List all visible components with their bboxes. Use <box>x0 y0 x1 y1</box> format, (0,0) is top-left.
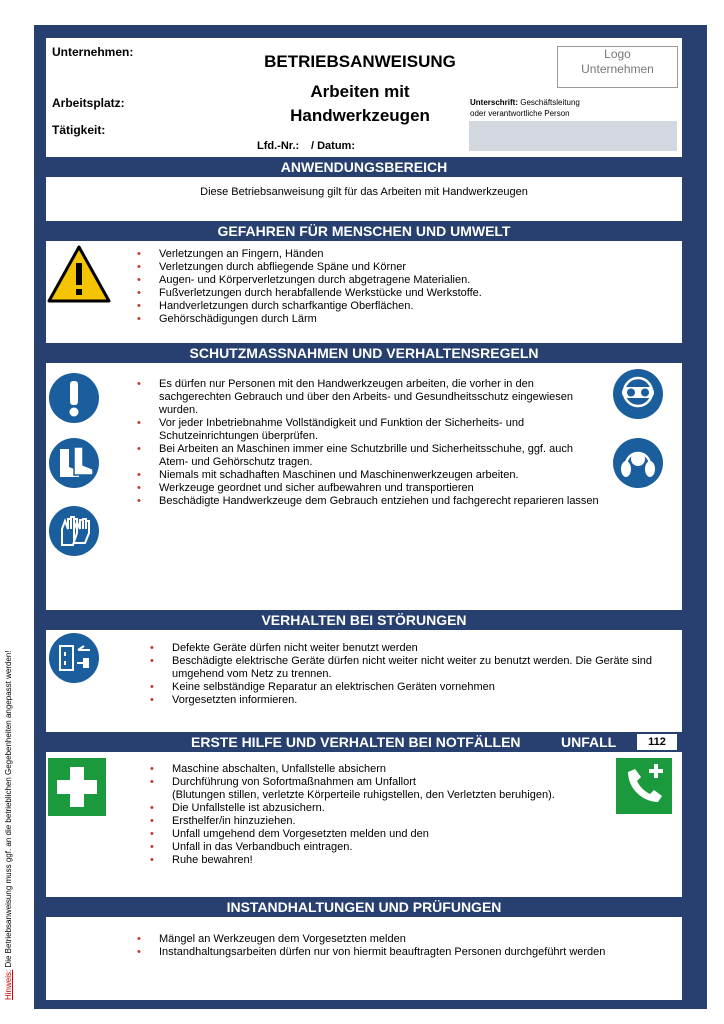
gefahren-header: GEFAHREN FÜR MENSCHEN UND UMWELT <box>46 221 682 241</box>
list-item: • Es dürfen nur Personen mit den Handwerkzeugen arbeiten, die vorher in den sachgerechten Gebrauch und über den Arbeits- und Gesundheitsschutz eingewiesen wurden. <box>159 378 599 417</box>
unterschrift-text1: Geschäftsleitung <box>520 98 580 107</box>
list-item: • Unfall umgehend dem Vorgesetzten melden und den <box>172 828 612 841</box>
datum-label: / Datum: <box>311 140 355 152</box>
ear-protection-icon <box>612 437 664 489</box>
logo-line2: Unternehmen <box>581 62 654 76</box>
anwendungsbereich-text: Diese Betriebsanweisung gilt für das Arbeiten mit Handwerkzeugen <box>200 186 528 198</box>
list-item: • Defekte Geräte dürfen nicht weiter benutzt werden <box>172 642 662 655</box>
list-item: • Maschine abschalten, Unfallstelle absichern <box>172 763 612 776</box>
list-item: • Ruhe bewahren! <box>172 854 612 867</box>
list-item: • Verletzungen an Fingern, Händen <box>159 248 659 261</box>
emergency-number: 112 <box>637 734 677 750</box>
subtitle-line1: Arbeiten mit <box>310 82 410 101</box>
safety-boots-icon <box>48 437 100 489</box>
side-note-hinweis: Hinweis: <box>4 969 13 1000</box>
subtitle-line2: Handwerkzeugen <box>290 106 430 125</box>
list-item: • Werkzeuge geordnet und sicher aufbewahren und transportieren <box>159 482 599 495</box>
list-item: • Vor jeder Inbetriebnahme Vollständigkeit und Funktion der Sicherheits- und Schutzeinrichtungen überprüfen. <box>159 417 599 443</box>
erstehilfe-list <box>172 763 612 867</box>
signature-field[interactable] <box>469 121 677 151</box>
anwendungsbereich-header: ANWENDUNGSBEREICH <box>46 157 682 177</box>
list-item: • Die Unfallstelle ist abzusichern. <box>172 802 612 815</box>
erstehilfe-header <box>46 732 682 752</box>
list-item: • Vorgesetzten informieren. <box>172 694 662 707</box>
list-item: • Beschädigte Handwerkzeuge dem Gebrauch entziehen und fachgerecht reparieren lassen <box>159 495 599 508</box>
list-item: • Beschädigte elektrische Geräte dürfen nicht weiter nicht weiter zu benutzt werden. Die Geräte sind umgehend vom Netz zu trennen. <box>172 655 662 681</box>
list-item: • Unfall in das Verbandbuch eintragen. <box>172 841 612 854</box>
list-item: • Gehörschädigungen durch Lärm <box>159 313 659 326</box>
logo-line1: Logo <box>604 47 631 61</box>
unterschrift-label: Unterschrift: <box>470 98 519 107</box>
arbeitsplatz-label: Arbeitsplatz: <box>52 96 125 110</box>
stoerungen-list <box>172 642 662 707</box>
list-item-subtext: (Blutungen stillen, verletzte Körperteile ruhigstellen, den Verletzten beruhigen). <box>172 789 555 801</box>
unfall-label: UNFALL <box>561 734 617 750</box>
list-item: • Keine selbständige Reparatur an elektrischen Geräten vornehmen <box>172 681 662 694</box>
list-item: • Instandhaltungsarbeiten dürfen nur von hiermit beauftragten Personen durchgeführt werden <box>159 946 629 959</box>
instandhaltung-header: INSTANDHALTUNGEN UND PRÜFUNGEN <box>46 897 682 917</box>
instandhaltung-list <box>159 933 629 959</box>
unterschrift-text2: oder verantwortliche Person <box>470 109 570 118</box>
lfd-label: Lfd.-Nr.: <box>257 140 300 152</box>
emergency-phone-icon <box>616 758 672 814</box>
list-item: • Handverletzungen durch scharfkantige Oberflächen. <box>159 300 659 313</box>
gefahren-list <box>159 248 659 326</box>
side-note-text: Die Betriebsanweisung muss ggf. an die betrieblichen Gegebenheiten angepasst werden! <box>4 650 13 970</box>
list-item <box>172 776 612 802</box>
side-note <box>4 650 13 1000</box>
stoerungen-header: VERHALTEN BEI STÖRUNGEN <box>46 610 682 630</box>
list-item: • Niemals mit schadhaften Maschinen und Maschinenwerkzeugen arbeiten. <box>159 469 599 482</box>
list-item: • Bei Arbeiten an Maschinen immer eine Schutzbrille und Sicherheitsschuhe, ggf. auch Atem- und Gehörschutz tragen. <box>159 443 599 469</box>
list-item: • Mängel an Werkzeugen dem Vorgesetzten melden <box>159 933 629 946</box>
schutz-header: SCHUTZMASSNAHMEN UND VERHALTENSREGELN <box>46 343 682 363</box>
page-title: BETRIEBSANWEISUNG <box>264 52 456 71</box>
list-item: • Verletzungen durch abfliegende Späne und Körner <box>159 261 659 274</box>
exclamation-icon <box>48 372 100 424</box>
erstehilfe-title: ERSTE HILFE UND VERHALTEN BEI NOTFÄLLEN <box>191 734 521 750</box>
schutz-list <box>159 378 599 508</box>
list-item: • Ersthelfer/in hinzuziehen. <box>172 815 612 828</box>
warning-triangle-icon <box>47 245 111 303</box>
list-item: • Fußverletzungen durch herabfallende Werkstücke und Werkstoffe. <box>159 287 659 300</box>
list-item-text: Durchführung von Sofortmaßnahmen am Unfallort <box>172 776 416 788</box>
gloves-icon <box>48 505 100 557</box>
unternehmen-label: Unternehmen: <box>52 45 134 59</box>
goggles-icon <box>612 368 664 420</box>
taetigkeit-label: Tätigkeit: <box>52 123 106 137</box>
disconnect-plug-icon <box>48 632 100 684</box>
logo-placeholder <box>557 46 678 88</box>
unterschrift-block <box>470 97 580 119</box>
list-item: • Augen- und Körperverletzungen durch abgetragene Materialien. <box>159 274 659 287</box>
first-aid-cross-icon <box>48 758 106 816</box>
